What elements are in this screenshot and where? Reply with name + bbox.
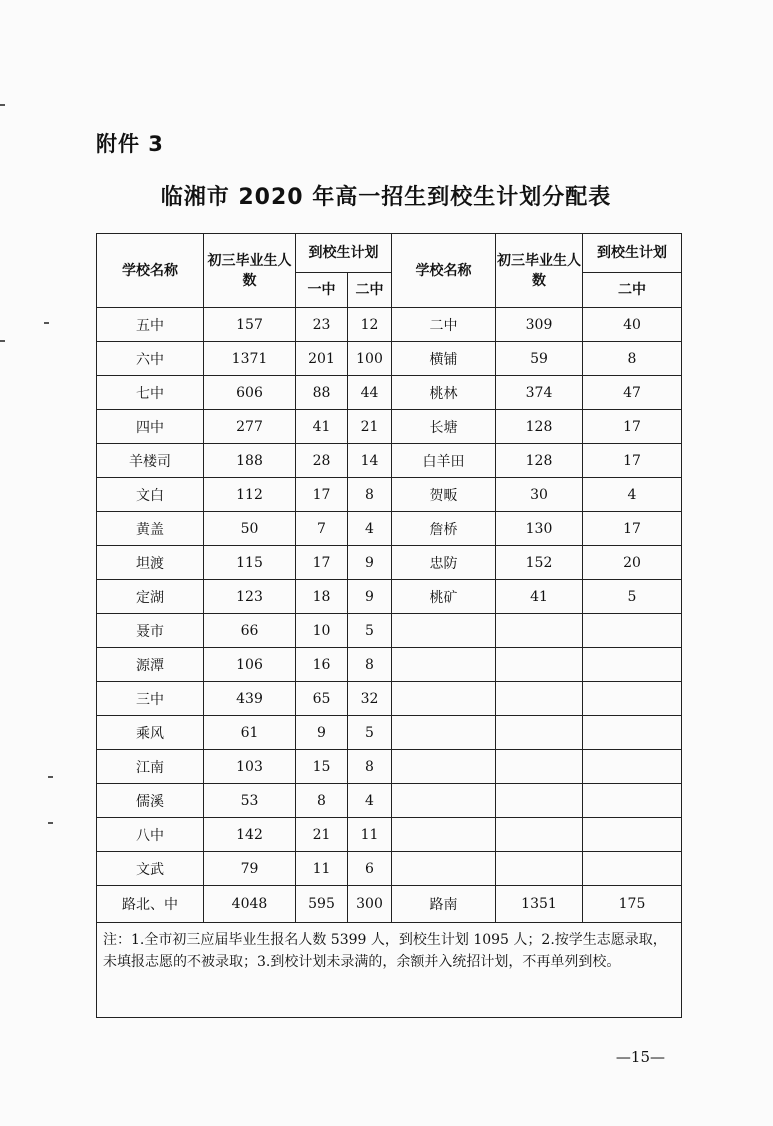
erzhong-cell: 14 bbox=[348, 444, 392, 478]
table-row bbox=[97, 648, 682, 682]
graduates-cell: 103 bbox=[204, 750, 296, 784]
yizhong-cell: 41 bbox=[296, 410, 348, 444]
school-cell: 儒溪 bbox=[97, 784, 204, 818]
table-row bbox=[97, 410, 682, 444]
table-row bbox=[97, 478, 682, 512]
erzhong-cell-right: 40 bbox=[583, 308, 682, 342]
school-cell: 羊楼司 bbox=[97, 444, 204, 478]
graduates-cell: 157 bbox=[204, 308, 296, 342]
graduates-cell-right bbox=[496, 716, 583, 750]
school-cell-right: 长塘 bbox=[392, 410, 496, 444]
yizhong-cell: 15 bbox=[296, 750, 348, 784]
table-row bbox=[97, 886, 682, 923]
erzhong-cell-right: 17 bbox=[583, 512, 682, 546]
graduates-cell-right: 130 bbox=[496, 512, 583, 546]
graduates-cell: 61 bbox=[204, 716, 296, 750]
header-erzhong: 二中 bbox=[348, 273, 392, 308]
erzhong-cell: 9 bbox=[348, 580, 392, 614]
erzhong-cell: 100 bbox=[348, 342, 392, 376]
graduates-cell: 142 bbox=[204, 818, 296, 852]
table-row bbox=[97, 546, 682, 580]
school-cell-right: 路南 bbox=[392, 886, 496, 923]
table-row bbox=[97, 308, 682, 342]
graduates-cell: 606 bbox=[204, 376, 296, 410]
erzhong-cell: 300 bbox=[348, 886, 392, 923]
school-cell-right bbox=[392, 614, 496, 648]
table-row bbox=[97, 784, 682, 818]
yizhong-cell: 10 bbox=[296, 614, 348, 648]
school-cell-right: 白羊田 bbox=[392, 444, 496, 478]
table-row bbox=[97, 614, 682, 648]
table-row bbox=[97, 750, 682, 784]
graduates-cell: 79 bbox=[204, 852, 296, 886]
erzhong-cell: 8 bbox=[348, 478, 392, 512]
table-body bbox=[97, 308, 682, 923]
erzhong-cell-right: 47 bbox=[583, 376, 682, 410]
school-cell: 三中 bbox=[97, 682, 204, 716]
school-cell-right: 忠防 bbox=[392, 546, 496, 580]
erzhong-cell-right bbox=[583, 614, 682, 648]
scan-mark bbox=[48, 776, 53, 778]
graduates-cell-right: 30 bbox=[496, 478, 583, 512]
table-row bbox=[97, 852, 682, 886]
school-cell-right bbox=[392, 784, 496, 818]
graduates-cell: 53 bbox=[204, 784, 296, 818]
erzhong-cell-right bbox=[583, 716, 682, 750]
table-row bbox=[97, 818, 682, 852]
graduates-cell-right: 309 bbox=[496, 308, 583, 342]
header-school-name: 学校名称 bbox=[97, 234, 204, 308]
school-cell-right bbox=[392, 852, 496, 886]
erzhong-cell: 5 bbox=[348, 614, 392, 648]
school-cell: 聂市 bbox=[97, 614, 204, 648]
school-cell-right bbox=[392, 682, 496, 716]
erzhong-cell: 8 bbox=[348, 648, 392, 682]
erzhong-cell: 32 bbox=[348, 682, 392, 716]
graduates-cell-right: 1351 bbox=[496, 886, 583, 923]
yizhong-cell: 88 bbox=[296, 376, 348, 410]
school-cell: 定湖 bbox=[97, 580, 204, 614]
graduates-cell: 277 bbox=[204, 410, 296, 444]
erzhong-cell-right: 4 bbox=[583, 478, 682, 512]
school-cell-right bbox=[392, 716, 496, 750]
yizhong-cell: 11 bbox=[296, 852, 348, 886]
erzhong-cell-right bbox=[583, 682, 682, 716]
graduates-cell-right bbox=[496, 852, 583, 886]
erzhong-cell-right: 17 bbox=[583, 444, 682, 478]
yizhong-cell: 595 bbox=[296, 886, 348, 923]
school-cell-right bbox=[392, 750, 496, 784]
graduates-cell: 106 bbox=[204, 648, 296, 682]
graduates-cell: 50 bbox=[204, 512, 296, 546]
table-row bbox=[97, 444, 682, 478]
school-cell-right: 贺畈 bbox=[392, 478, 496, 512]
erzhong-cell: 8 bbox=[348, 750, 392, 784]
graduates-cell: 188 bbox=[204, 444, 296, 478]
erzhong-cell: 5 bbox=[348, 716, 392, 750]
graduates-cell-right: 128 bbox=[496, 444, 583, 478]
yizhong-cell: 8 bbox=[296, 784, 348, 818]
erzhong-cell-right bbox=[583, 818, 682, 852]
scan-mark bbox=[0, 340, 5, 342]
graduates-cell-right bbox=[496, 682, 583, 716]
graduates-cell-right: 128 bbox=[496, 410, 583, 444]
erzhong-cell-right bbox=[583, 750, 682, 784]
note-row bbox=[97, 923, 682, 1018]
document-title: 临湘市 2020 年高一招生到校生计划分配表 bbox=[160, 185, 612, 210]
table-row bbox=[97, 342, 682, 376]
school-cell-right bbox=[392, 648, 496, 682]
yizhong-cell: 28 bbox=[296, 444, 348, 478]
erzhong-cell-right: 175 bbox=[583, 886, 682, 923]
yizhong-cell: 65 bbox=[296, 682, 348, 716]
graduates-cell: 1371 bbox=[204, 342, 296, 376]
scan-mark bbox=[48, 822, 53, 824]
graduates-cell-right: 41 bbox=[496, 580, 583, 614]
page-number: —15— bbox=[615, 1048, 665, 1066]
erzhong-cell-right bbox=[583, 852, 682, 886]
graduates-cell-right bbox=[496, 614, 583, 648]
school-cell: 七中 bbox=[97, 376, 204, 410]
school-cell: 坦渡 bbox=[97, 546, 204, 580]
school-cell-right: 桃矿 bbox=[392, 580, 496, 614]
table-row bbox=[97, 512, 682, 546]
graduates-cell: 439 bbox=[204, 682, 296, 716]
header-graduates-right: 初三毕业生人数 bbox=[496, 234, 583, 308]
school-cell: 六中 bbox=[97, 342, 204, 376]
header-row-1 bbox=[97, 234, 682, 273]
yizhong-cell: 18 bbox=[296, 580, 348, 614]
yizhong-cell: 17 bbox=[296, 546, 348, 580]
school-cell-right: 二中 bbox=[392, 308, 496, 342]
header-school-name-right: 学校名称 bbox=[392, 234, 496, 308]
graduates-cell: 66 bbox=[204, 614, 296, 648]
graduates-cell-right bbox=[496, 648, 583, 682]
allocation-table bbox=[96, 233, 682, 1018]
erzhong-cell: 6 bbox=[348, 852, 392, 886]
erzhong-cell: 4 bbox=[348, 512, 392, 546]
school-cell: 黄盖 bbox=[97, 512, 204, 546]
school-cell-right: 横铺 bbox=[392, 342, 496, 376]
erzhong-cell: 44 bbox=[348, 376, 392, 410]
yizhong-cell: 7 bbox=[296, 512, 348, 546]
table-note: 注：1.全市初三应届毕业生报名人数 5399 人，到校生计划 1095 人；2.按学生志愿录取，未填报志愿的不被录取；3.到校计划未录满的，余额并入统招计划，不再单列到校。 bbox=[97, 923, 682, 1018]
yizhong-cell: 21 bbox=[296, 818, 348, 852]
erzhong-cell-right: 5 bbox=[583, 580, 682, 614]
erzhong-cell: 9 bbox=[348, 546, 392, 580]
erzhong-cell-right bbox=[583, 648, 682, 682]
school-cell: 文武 bbox=[97, 852, 204, 886]
school-cell: 五中 bbox=[97, 308, 204, 342]
school-cell: 源潭 bbox=[97, 648, 204, 682]
attachment-label: 附件 3 bbox=[96, 132, 164, 156]
graduates-cell-right: 152 bbox=[496, 546, 583, 580]
table-row bbox=[97, 376, 682, 410]
graduates-cell-right: 374 bbox=[496, 376, 583, 410]
table-row bbox=[97, 682, 682, 716]
school-cell: 江南 bbox=[97, 750, 204, 784]
graduates-cell: 4048 bbox=[204, 886, 296, 923]
erzhong-cell-right: 20 bbox=[583, 546, 682, 580]
graduates-cell: 123 bbox=[204, 580, 296, 614]
school-cell: 八中 bbox=[97, 818, 204, 852]
school-cell: 路北、中 bbox=[97, 886, 204, 923]
header-plan-right: 到校生计划 bbox=[583, 234, 682, 273]
yizhong-cell: 201 bbox=[296, 342, 348, 376]
school-cell: 文白 bbox=[97, 478, 204, 512]
scan-mark bbox=[44, 322, 49, 324]
header-graduates: 初三毕业生人数 bbox=[204, 234, 296, 308]
graduates-cell-right bbox=[496, 818, 583, 852]
erzhong-cell-right: 17 bbox=[583, 410, 682, 444]
erzhong-cell: 11 bbox=[348, 818, 392, 852]
erzhong-cell: 21 bbox=[348, 410, 392, 444]
header-yizhong: 一中 bbox=[296, 273, 348, 308]
erzhong-cell: 4 bbox=[348, 784, 392, 818]
header-erzhong-right: 二中 bbox=[583, 273, 682, 308]
graduates-cell-right bbox=[496, 750, 583, 784]
erzhong-cell-right: 8 bbox=[583, 342, 682, 376]
school-cell: 乘风 bbox=[97, 716, 204, 750]
yizhong-cell: 23 bbox=[296, 308, 348, 342]
graduates-cell-right: 59 bbox=[496, 342, 583, 376]
yizhong-cell: 16 bbox=[296, 648, 348, 682]
table-row bbox=[97, 716, 682, 750]
school-cell-right bbox=[392, 818, 496, 852]
school-cell: 四中 bbox=[97, 410, 204, 444]
yizhong-cell: 17 bbox=[296, 478, 348, 512]
erzhong-cell-right bbox=[583, 784, 682, 818]
graduates-cell: 115 bbox=[204, 546, 296, 580]
erzhong-cell: 12 bbox=[348, 308, 392, 342]
table-row bbox=[97, 580, 682, 614]
graduates-cell: 112 bbox=[204, 478, 296, 512]
yizhong-cell: 9 bbox=[296, 716, 348, 750]
school-cell-right: 桃林 bbox=[392, 376, 496, 410]
header-plan: 到校生计划 bbox=[296, 234, 392, 273]
graduates-cell-right bbox=[496, 784, 583, 818]
scan-mark bbox=[0, 104, 5, 106]
school-cell-right: 詹桥 bbox=[392, 512, 496, 546]
